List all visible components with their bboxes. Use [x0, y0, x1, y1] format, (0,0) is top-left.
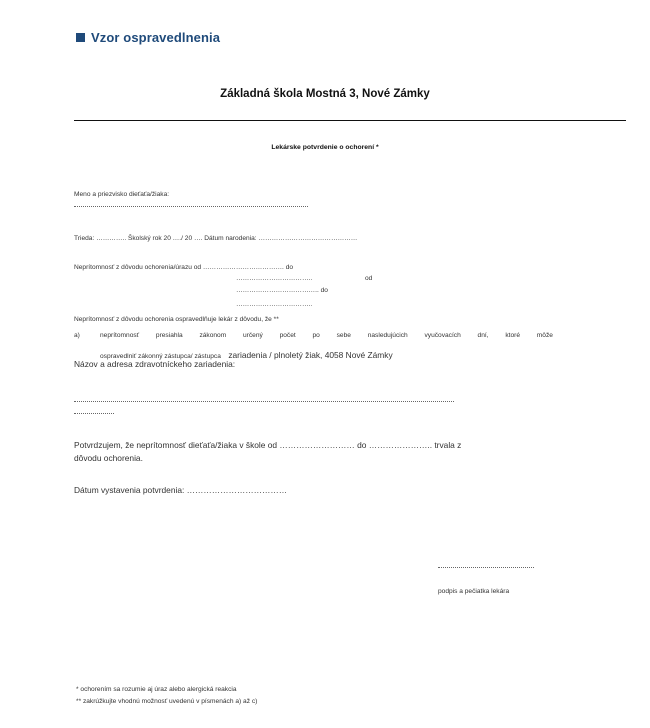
- item-a-word: ktoré: [505, 332, 520, 339]
- document-title: Lekárske potvrdenie o ochorení *: [271, 144, 379, 151]
- square-bullet-icon: [76, 33, 85, 42]
- name-label: Meno a priezvisko dieťaťa/žiaka:: [74, 191, 170, 198]
- absence-line-1: Neprítomnosť z dôvodu ochorenia/úrazu od ………………………………. do: [74, 264, 294, 271]
- facility-field-line-1: [74, 401, 454, 402]
- signature-line: [438, 567, 534, 568]
- confirmation-line-1: Potvrdzujem, že neprítomnosť dieťaťa/žiaka v škole od ……………………… do ………………….. trvala z: [74, 440, 462, 450]
- item-a-cont-small: ospravedlniť zákonný zástupca/ zástupca: [100, 353, 221, 360]
- facility-field-line-2: [74, 413, 114, 414]
- item-a-word: nasledujúcich: [367, 332, 408, 339]
- item-a-word: určený: [243, 332, 263, 339]
- item-a-word: zákonom: [199, 332, 227, 339]
- item-a-word: počet: [279, 332, 296, 339]
- absence-line-4: ……………………………..: [236, 301, 313, 308]
- section-title: Vzor ospravedlnenia: [91, 30, 221, 45]
- item-a-word: vyučovacích: [424, 332, 461, 339]
- absence-od-label: od: [365, 275, 373, 282]
- footnote-2: ** zakrúžkujte vhodnú možnosť uvedenú v písmenách a) až c): [76, 698, 258, 705]
- school-name: Základná škola Mostná 3, Nové Zámky: [220, 88, 430, 100]
- issue-date-line: Dátum vystavenia potvrdenia: ………………………………: [74, 485, 288, 495]
- class-line: Trieda: ………….. Školský rok 20 …./ 20 …. Dátum narodenia: ………………………………………: [74, 235, 358, 242]
- absence-line-2: ……………………………..: [236, 275, 313, 282]
- item-a-word: sebe: [336, 332, 351, 339]
- absence-line-3: ……………………………….. do: [236, 287, 328, 294]
- excused-intro: Neprítomnosť z dôvodu ochorenia ospravedlňuje lekár z dôvodu, že **: [74, 316, 279, 323]
- name-field-line: [74, 206, 308, 207]
- item-a-word: po: [312, 332, 320, 339]
- item-a-word: môže: [536, 332, 553, 339]
- header-divider: [74, 120, 626, 121]
- section-header: [76, 30, 220, 45]
- item-a-word: presiahla: [155, 332, 183, 339]
- item-a-cont-med: zariadenia / plnoletý žiak, 4058 Nové Zámky: [228, 350, 393, 360]
- facility-label: Názov a adresa zdravotníckeho zariadenia:: [74, 359, 236, 369]
- item-a-text: [100, 332, 553, 339]
- signature-label: podpis a pečiatka lekára: [438, 588, 510, 595]
- footnote-1: * ochorením sa rozumie aj úraz alebo alergická reakcia: [76, 686, 237, 693]
- item-a-word: dní,: [477, 332, 489, 339]
- item-a-marker: a): [74, 332, 80, 339]
- item-a-word: neprítomnosť: [100, 332, 140, 339]
- confirmation-line-2: dôvodu ochorenia.: [74, 453, 143, 463]
